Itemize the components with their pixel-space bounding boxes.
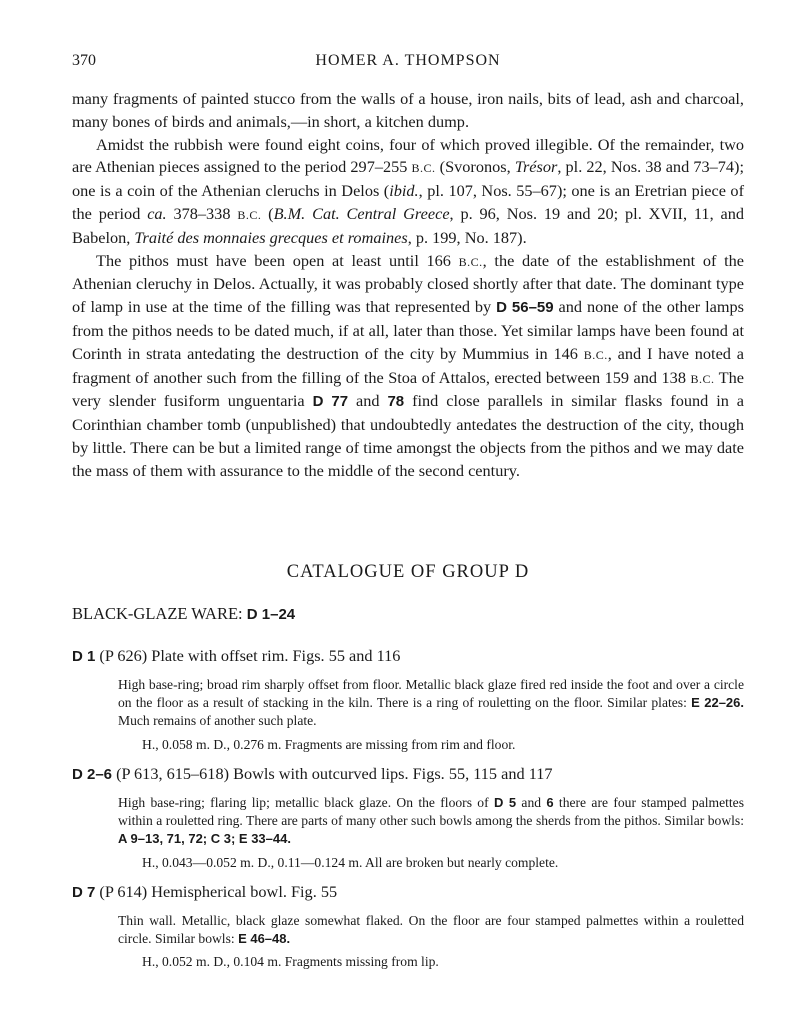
- text-run: (: [261, 203, 274, 223]
- entry-number: D 2–6: [72, 766, 113, 783]
- catalogue-reference: 78: [387, 393, 405, 411]
- entry-dimensions: H., 0.058 m. D., 0.276 m. Fragments are missing from rim and floor.: [142, 736, 516, 752]
- entry-heading-d7: [72, 882, 337, 902]
- text-run: and: [516, 795, 547, 810]
- text-run: , p. 199, No. 187).: [407, 227, 527, 247]
- paragraph-3: [72, 250, 744, 483]
- text-run: and: [348, 391, 388, 411]
- era-abbrev: B.C.: [237, 207, 262, 222]
- era-abbrev: B.C.: [411, 161, 436, 176]
- page-header: [72, 52, 744, 74]
- catalogue-reference: E 46–48.: [238, 931, 291, 947]
- book-title: B.M. Cat. Central Greece: [273, 203, 450, 223]
- section-reference: D 1–24: [246, 606, 296, 623]
- text-run: find close parallels in similar flasks found in a Corinthian chamber tomb (unpublished) that undoubtedly antedates the destruction of the city, though by little. There can be but a limited range of time amongst the objects from the pithos and we may date the mass of them with assurance to the middle of the second century.: [72, 391, 745, 480]
- entry-description: [118, 794, 744, 849]
- catalogue-reference: A 9–13, 71, 72; C 3; E 33–44.: [118, 831, 291, 847]
- entry-body-d2-6: [118, 794, 744, 872]
- text-run: The very slender fusiform unguentaria: [72, 367, 744, 411]
- paragraph-1-text: many fragments of painted stucco from the walls of a house, iron nails, bits of lead, ash and charcoal, many bones of birds and animals,—in short, a kitchen dump.: [72, 89, 744, 131]
- text-run: , pl. 22, Nos. 38 and 73–74); one is a coin of the Athenian cleruchs in Delos (: [72, 157, 744, 201]
- circa-abbrev: ca.: [147, 203, 167, 223]
- entry-title: (P 614) Hemispherical bowl. Fig. 55: [95, 882, 338, 901]
- page-number: 370: [72, 52, 96, 69]
- text-run: High base-ring; broad rim sharply offset from floor. Metallic black glaze fired red inside the foot and over a circle on the floor as a result of stacking in the kiln. There is a ring of rouletting on the floor. Similar plates:: [118, 677, 744, 711]
- paragraph-1: [72, 88, 744, 134]
- section-label: BLACK-GLAZE WARE:: [72, 604, 247, 623]
- entry-number: D 7: [72, 884, 96, 901]
- era-abbrev: B.C.: [690, 371, 715, 386]
- era-abbrev: B.C.: [583, 347, 608, 362]
- catalogue-reference: 6: [546, 795, 554, 810]
- entry-title: (P 626) Plate with offset rim. Figs. 55 and 116: [95, 646, 401, 665]
- entry-number: D 1: [72, 648, 96, 665]
- text-run: , the date of the establishment of the Athenian cleruchy in Delos. Actually, it was probably closed shortly after that date. The dominant type of lamp in use at the time of the filling was that represented by: [72, 250, 744, 317]
- text-run: Amidst the rubbish were found eight coins, four of which proved illegible. Of the remainder, two are Athenian pieces assigned to the period 297–255: [72, 134, 744, 177]
- text-run: Thin wall. Metallic, black glaze somewhat flaked. On the floor are four stamped palmettes within a rouletted circle. Similar bowls:: [118, 913, 744, 947]
- body-text: [72, 88, 744, 483]
- catalogue-reference: E 22–26.: [691, 695, 744, 711]
- book-title: Trésor: [514, 157, 558, 177]
- text-run: and none of the other lamps from the pithos needs to be dated much, if at all, later than those. Yet similar lamps have been found at Corinth in strata antedating the destruction of the city by Mummius in 146: [72, 297, 745, 363]
- era-abbrev: B.C.: [458, 254, 483, 269]
- text-run: , and I have noted a fragment of another such from the filling of the Stoa of Attalos, erected between 159 and 138: [72, 343, 745, 387]
- catalogue-reference: D 5: [493, 795, 517, 810]
- text-run: High base-ring; flaring lip; metallic black glaze. On the floors of: [118, 795, 494, 810]
- entry-dimensions: H., 0.052 m. D., 0.104 m. Fragments missing from lip.: [142, 954, 439, 970]
- entry-body-d1: [118, 676, 744, 754]
- text-run: (Svoronos,: [435, 157, 515, 177]
- running-head: HOMER A. THOMPSON: [315, 52, 501, 69]
- citation-ibid: ibid.: [389, 181, 419, 201]
- entry-heading-d1: [72, 646, 400, 666]
- text-run: , pl. 107, Nos. 55–67); one is an Eretrian piece of the period: [72, 181, 744, 223]
- text-run: 378–338: [166, 203, 238, 223]
- text-run: , p. 96, Nos. 19 and 20; pl. XVII, 11, and Babelon,: [72, 203, 744, 247]
- entry-body-d7: [118, 912, 744, 972]
- section-heading: [72, 604, 295, 624]
- text-run: The pithos must have been open at least until 166: [96, 250, 459, 270]
- entry-description: [118, 912, 744, 948]
- text-run: there are four stamped palmettes within a rouletted ring. There are parts of many other such bowls among the sherds from the pithos. Similar bowls:: [118, 795, 744, 829]
- text-run: Much remains of another such plate.: [118, 713, 317, 729]
- paragraph-2: [72, 134, 744, 250]
- catalogue-reference: D 56–59: [496, 299, 554, 317]
- entry-description: [118, 676, 744, 731]
- book-title: Traité des monnaies grecques et romaines: [134, 227, 408, 247]
- entry-dimensions: H., 0.043—0.052 m. D., 0.11—0.124 m. All are broken but nearly complete.: [142, 854, 559, 870]
- catalogue-reference: D 77: [312, 393, 349, 411]
- entry-title: (P 613, 615–618) Bowls with outcurved lips. Figs. 55, 115 and 117: [112, 764, 553, 783]
- entry-heading-d2-6: [72, 764, 553, 784]
- catalogue-title: CATALOGUE OF GROUP D: [286, 562, 530, 582]
